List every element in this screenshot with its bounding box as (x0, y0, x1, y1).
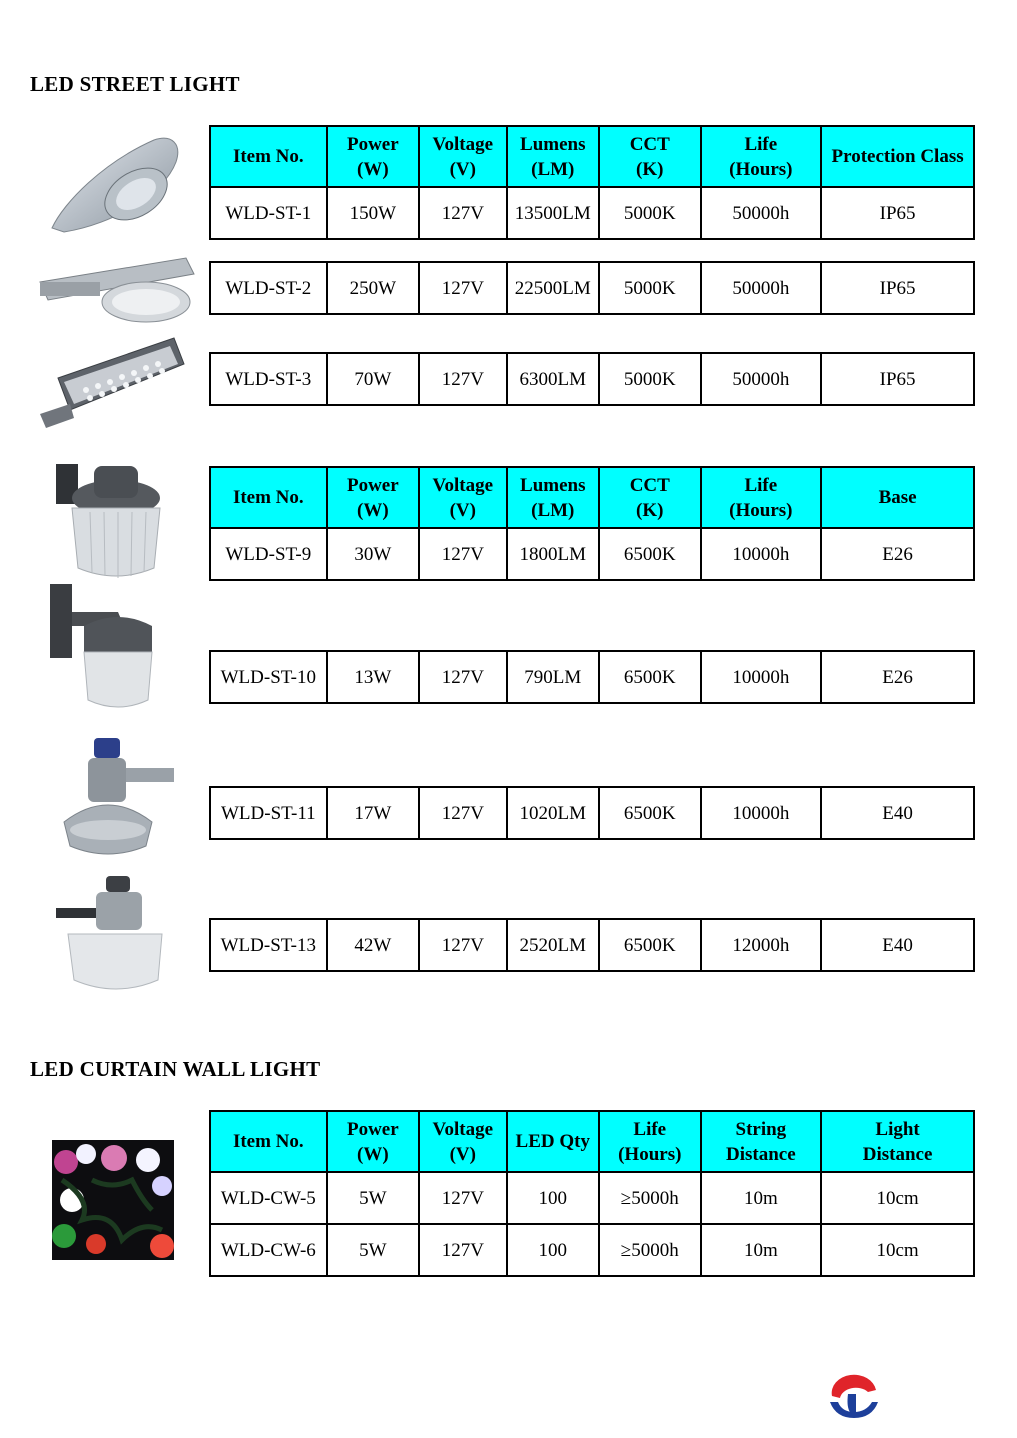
table-row (210, 262, 974, 314)
cell-voltage: 127V (419, 528, 506, 580)
barn-light-lamp-icon (58, 734, 178, 862)
cell-item-no: WLD-ST-3 (210, 353, 327, 405)
street-light-table-row-3 (209, 352, 975, 406)
header-base: Base (821, 467, 974, 528)
cell-protection-class: IP65 (821, 353, 974, 405)
cell-cct: 5000K (599, 262, 701, 314)
cell-life: 10000h (701, 651, 822, 703)
cell-string-distance: 10m (701, 1172, 822, 1224)
cell-voltage: 127V (419, 353, 506, 405)
table-row (210, 1172, 974, 1224)
led-module-lamp-icon (36, 334, 188, 434)
header-life: Life (Hours) (599, 1111, 701, 1172)
cell-item-no: WLD-ST-11 (210, 787, 327, 839)
company-logo-icon (826, 1374, 882, 1422)
cell-power: 5W (327, 1224, 419, 1276)
cell-cct: 6500K (599, 651, 701, 703)
cell-lumens: 790LM (507, 651, 599, 703)
header-item-no: Item No. (210, 467, 327, 528)
cell-cct: 5000K (599, 187, 701, 239)
table-row (210, 187, 974, 239)
dusk-to-dawn-lamp-icon (54, 874, 168, 998)
cell-life: 50000h (701, 262, 822, 314)
table-row (210, 787, 974, 839)
header-life: Life (Hours) (701, 467, 822, 528)
cell-base: E40 (821, 787, 974, 839)
street-light-table-row-2 (209, 261, 975, 315)
cell-life: 10000h (701, 787, 822, 839)
cell-voltage: 127V (419, 187, 506, 239)
street-light-table-row-10 (209, 650, 975, 704)
header-lumens: Lumens (LM) (507, 467, 599, 528)
cell-lumens: 22500LM (507, 262, 599, 314)
cell-led-qty: 100 (507, 1172, 599, 1224)
cell-voltage: 127V (419, 787, 506, 839)
cell-power: 150W (327, 187, 419, 239)
header-voltage: Voltage (V) (419, 467, 506, 528)
cell-protection-class: IP65 (821, 187, 974, 239)
cell-power: 250W (327, 262, 419, 314)
cell-cct: 6500K (599, 919, 701, 971)
header-voltage: Voltage (V) (419, 1111, 506, 1172)
cell-power: 5W (327, 1172, 419, 1224)
cell-voltage: 127V (419, 919, 506, 971)
cell-cct: 6500K (599, 787, 701, 839)
cell-lumens: 2520LM (507, 919, 599, 971)
cell-item-no: WLD-CW-6 (210, 1224, 327, 1276)
header-light-distance: Light Distance (821, 1111, 974, 1172)
cell-item-no: WLD-ST-10 (210, 651, 327, 703)
cell-lumens: 13500LM (507, 187, 599, 239)
cobra-head-lamp-icon (44, 132, 184, 236)
cell-life: 50000h (701, 353, 822, 405)
curtain-light-string-icon (52, 1140, 174, 1260)
table-header-row (210, 467, 974, 528)
header-item-no: Item No. (210, 126, 327, 187)
cell-light-distance: 10cm (821, 1224, 974, 1276)
cell-base: E26 (821, 651, 974, 703)
header-power: Power (W) (327, 126, 419, 187)
street-light-table-row-11 (209, 786, 975, 840)
table-header-row (210, 126, 974, 187)
cell-life: 12000h (701, 919, 822, 971)
cell-power: 13W (327, 651, 419, 703)
cell-cct: 6500K (599, 528, 701, 580)
header-string-distance: String Distance (701, 1111, 822, 1172)
table-row (210, 651, 974, 703)
header-lumens: Lumens (LM) (507, 126, 599, 187)
cell-lumens: 1800LM (507, 528, 599, 580)
wall-pack-lamp-icon (50, 460, 166, 584)
cell-power: 30W (327, 528, 419, 580)
cell-voltage: 127V (419, 1224, 506, 1276)
cell-base: E40 (821, 919, 974, 971)
wall-bracket-lamp-icon (48, 582, 164, 714)
curtain-wall-light-table (209, 1110, 975, 1277)
cell-item-no: WLD-ST-13 (210, 919, 327, 971)
cell-led-qty: 100 (507, 1224, 599, 1276)
section-title-street: LED STREET LIGHT (30, 72, 240, 96)
header-led-qty: LED Qty (507, 1111, 599, 1172)
header-power: Power (W) (327, 467, 419, 528)
cell-voltage: 127V (419, 1172, 506, 1224)
cell-base: E26 (821, 528, 974, 580)
header-item-no: Item No. (210, 1111, 327, 1172)
cell-cct: 5000K (599, 353, 701, 405)
cell-item-no: WLD-ST-9 (210, 528, 327, 580)
cell-voltage: 127V (419, 262, 506, 314)
cell-life: 10000h (701, 528, 822, 580)
cell-life: ≥5000h (599, 1172, 701, 1224)
cell-life: 50000h (701, 187, 822, 239)
table-row (210, 353, 974, 405)
header-cct: CCT (K) (599, 126, 701, 187)
cell-light-distance: 10cm (821, 1172, 974, 1224)
cell-life: ≥5000h (599, 1224, 701, 1276)
header-protection-class: Protection Class (821, 126, 974, 187)
cell-item-no: WLD-ST-2 (210, 262, 327, 314)
cell-lumens: 6300LM (507, 353, 599, 405)
street-light-table-b (209, 466, 975, 581)
table-row (210, 1224, 974, 1276)
cell-lumens: 1020LM (507, 787, 599, 839)
street-light-table-a (209, 125, 975, 240)
header-life: Life (Hours) (701, 126, 822, 187)
header-cct: CCT (K) (599, 467, 701, 528)
header-power: Power (W) (327, 1111, 419, 1172)
cell-item-no: WLD-CW-5 (210, 1172, 327, 1224)
table-row (210, 919, 974, 971)
header-voltage: Voltage (V) (419, 126, 506, 187)
table-header-row (210, 1111, 974, 1172)
cell-power: 42W (327, 919, 419, 971)
cell-power: 70W (327, 353, 419, 405)
cell-voltage: 127V (419, 651, 506, 703)
cell-power: 17W (327, 787, 419, 839)
section-title-curtain: LED CURTAIN WALL LIGHT (30, 1057, 321, 1081)
cell-string-distance: 10m (701, 1224, 822, 1276)
cell-protection-class: IP65 (821, 262, 974, 314)
cell-item-no: WLD-ST-1 (210, 187, 327, 239)
street-light-table-row-13 (209, 918, 975, 972)
shoebox-lamp-icon (36, 252, 196, 328)
table-row (210, 528, 974, 580)
